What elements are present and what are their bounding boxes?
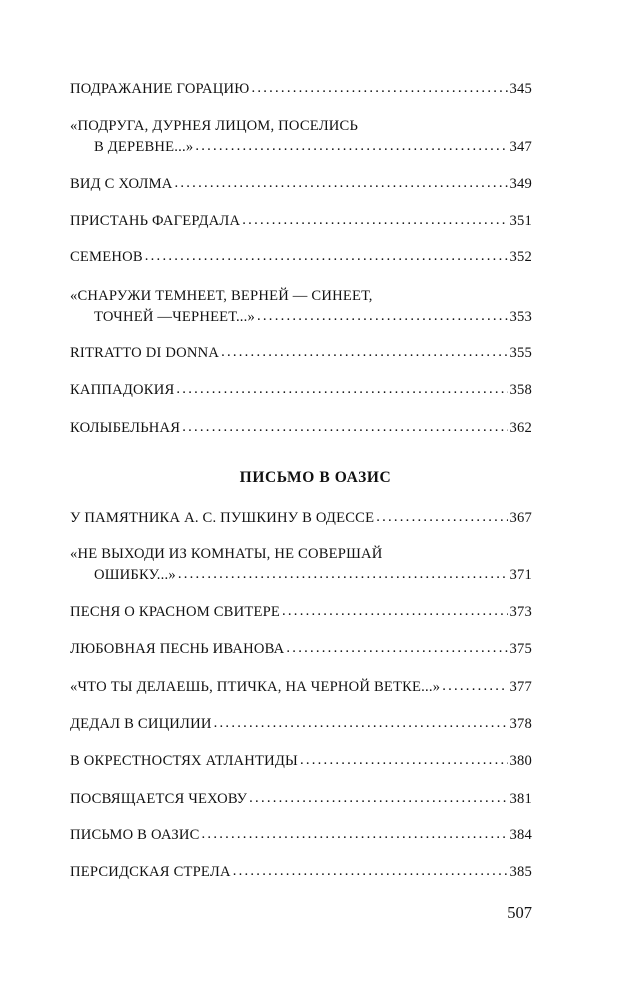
dot-leader	[202, 824, 508, 845]
dot-leader	[182, 417, 507, 438]
toc-entry	[70, 639, 532, 660]
toc-entry-title-continued: ТОЧНЕЙ —ЧЕРНЕЕТ...»	[94, 309, 255, 325]
toc-entry	[70, 116, 532, 158]
dot-leader	[242, 210, 507, 231]
toc-entry	[70, 825, 532, 846]
toc-entry	[70, 174, 532, 195]
toc-entry-page: 358	[509, 382, 532, 398]
toc-entry-title: ПИСЬМО В ОАЗИС	[70, 827, 200, 843]
toc-entry-title: ДЕДАЛ В СИЦИЛИИ	[70, 716, 212, 732]
toc-entry-title: «ЧТО ТЫ ДЕЛАЕШЬ, ПТИЧКА, НА ЧЕРНОЙ ВЕТКЕ...»	[70, 679, 441, 695]
toc-entry-page: 380	[509, 753, 532, 769]
toc-entry-title: ПЕСНЯ О КРАСНОМ СВИТЕРЕ	[70, 604, 280, 620]
dot-leader	[251, 78, 507, 99]
dot-leader	[176, 379, 507, 400]
toc-entry	[70, 862, 532, 883]
dot-leader	[376, 507, 507, 528]
toc-entry	[70, 508, 532, 529]
toc-entry-page: 384	[509, 827, 532, 843]
toc-entry	[70, 544, 532, 586]
toc-entry-title: У ПАМЯТНИКА А. С. ПУШКИНУ В ОДЕССЕ	[70, 510, 375, 526]
toc-entry-title: ПРИСТАНЬ ФАГЕРДАЛА	[70, 213, 241, 229]
toc-entry	[70, 247, 532, 268]
toc-entry-page: 381	[509, 791, 532, 807]
toc-entry-title: ПОСВЯЩАЕТСЯ ЧЕХОВУ	[70, 791, 248, 807]
toc-entry-title-continued: ОШИБКУ...»	[94, 567, 176, 583]
toc-entry-title: КАППАДОКИЯ	[70, 382, 175, 398]
toc-entry-title: «ПОДРУГА, ДУРНЕЯ ЛИЦОМ, ПОСЕЛИСЬ	[70, 118, 359, 134]
toc-entry-page: 351	[509, 213, 532, 229]
toc-entry-page: 373	[509, 604, 532, 620]
toc-entry-title: ЛЮБОВНАЯ ПЕСНЬ ИВАНОВА	[70, 641, 285, 657]
page-number: 507	[507, 903, 532, 922]
dot-leader	[145, 246, 508, 267]
toc-entry	[70, 286, 532, 328]
dot-leader	[214, 713, 508, 734]
toc-entry-page: 385	[509, 864, 532, 880]
toc-entry-page: 352	[509, 249, 532, 265]
toc-entry	[70, 380, 532, 401]
toc-entry-page: 355	[509, 345, 532, 361]
toc-entry-title: RITRATTO DI DONNA	[70, 345, 220, 361]
section-heading: ПИСЬМО В ОАЗИС	[239, 469, 392, 486]
dot-leader	[195, 136, 507, 157]
dot-leader	[300, 750, 508, 771]
toc-entry-page: 377	[509, 679, 532, 695]
toc-entry-title: «СНАРУЖИ ТЕМНЕЕТ, ВЕРНЕЙ — СИНЕЕТ,	[70, 288, 373, 304]
toc-entry-title: ПОДРАЖАНИЕ ГОРАЦИЮ	[70, 81, 250, 97]
toc-entry	[70, 677, 532, 698]
toc-entry-page: 367	[509, 510, 532, 526]
toc-entry-page: 362	[509, 420, 532, 436]
toc-entry-page: 347	[509, 139, 532, 155]
toc-entry-title: ВИД С ХОЛМА	[70, 176, 173, 192]
toc-entry	[70, 343, 532, 364]
toc-entry-page: 345	[509, 81, 532, 97]
dot-leader	[178, 564, 508, 585]
toc-entry	[70, 714, 532, 735]
toc-entry-title: «НЕ ВЫХОДИ ИЗ КОМНАТЫ, НЕ СОВЕРШАЙ	[70, 546, 383, 562]
dot-leader	[174, 173, 507, 194]
toc-entry-title: СЕМЕНОВ	[70, 249, 143, 265]
toc-entry-title: ПЕРСИДСКАЯ СТРЕЛА	[70, 864, 231, 880]
dot-leader	[286, 638, 507, 659]
toc-entry	[70, 79, 532, 100]
toc-entry	[70, 789, 532, 810]
toc-entry-page: 375	[509, 641, 532, 657]
toc-entry	[70, 602, 532, 623]
toc-entry-title-continued: В ДЕРЕВНЕ...»	[94, 139, 194, 155]
dot-leader	[249, 788, 507, 809]
toc-entry	[70, 418, 532, 439]
toc-entry-page: 371	[509, 567, 532, 583]
toc-entry	[70, 751, 532, 772]
dot-leader	[442, 676, 507, 697]
toc-entry-page: 349	[509, 176, 532, 192]
toc-entry-title: В ОКРЕСТНОСТЯХ АТЛАНТИДЫ	[70, 753, 298, 769]
toc-entry-title: КОЛЫБЕЛЬНАЯ	[70, 420, 181, 436]
dot-leader	[221, 342, 507, 363]
toc-entry-page: 353	[509, 309, 532, 325]
dot-leader	[257, 306, 508, 327]
toc-entry-page: 378	[509, 716, 532, 732]
toc-entry	[70, 211, 532, 232]
dot-leader	[282, 601, 508, 622]
dot-leader	[233, 861, 508, 882]
